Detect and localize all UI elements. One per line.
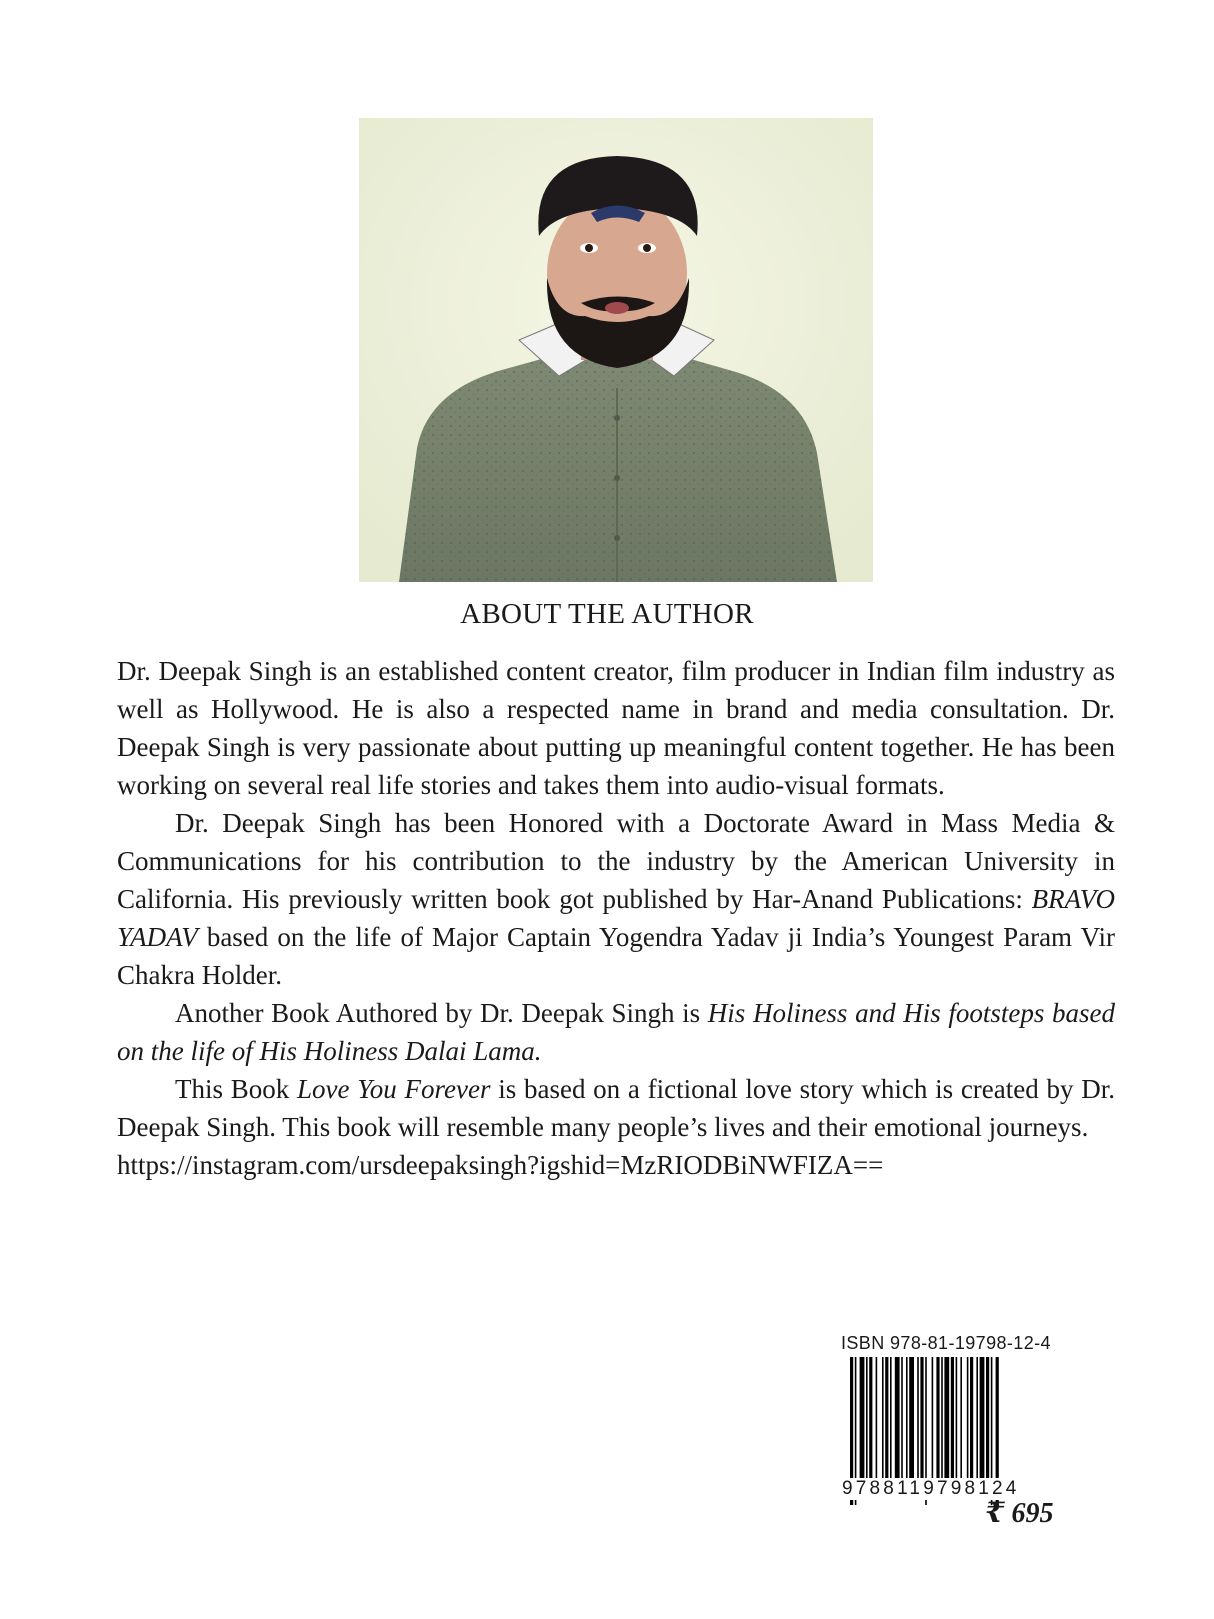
book-title-bravo-yadav: BRAVO YADAV: [117, 884, 1115, 952]
barcode-bar: [980, 1357, 985, 1481]
barcode-digits: 9788119798124: [840, 1478, 1056, 1500]
author-photo: [359, 118, 873, 582]
barcode-bar: [860, 1357, 865, 1481]
bio-p4-text-b: is based on a fictional love story which is created by Dr. Deepak Singh. This book will resemble many people’s lives and their emotional journeys.: [117, 1074, 1115, 1142]
barcode-bar: [901, 1357, 903, 1481]
barcode-bar: [976, 1357, 978, 1481]
bio-paragraph-2: [117, 804, 1115, 994]
barcode-bar: [944, 1357, 949, 1481]
bio-p2-text-b: based on the life of Major Captain Yogendra Yadav ji India’s Youngest Param Vir Chakra Holder.: [117, 922, 1115, 990]
barcode-bar: [941, 1357, 943, 1481]
barcode-bar: [920, 1357, 923, 1481]
isbn-label: ISBN 978-81-19798-12-4: [841, 1333, 1051, 1353]
barcode-bar: [885, 1357, 888, 1481]
bio-paragraph-1: Dr. Deepak Singh is an established content creator, film producer in Indian film industry as well as Hollywood. He is also a respected name in brand and media consultation. Dr. Deepak Singh is very passionate about putting up meaningful content together. He has been working on several real life stories and takes them into audio-visual formats.: [117, 656, 1115, 800]
barcode-bar: [956, 1357, 958, 1481]
barcode-bar: [882, 1357, 884, 1481]
about-the-author-heading: ABOUT THE AUTHOR: [460, 598, 754, 630]
instagram-link[interactable]: https://instagram.com/ursdeepaksingh?igshid=MzRIODBiNWFIZA==: [117, 1150, 884, 1180]
barcode-bar: [866, 1357, 868, 1481]
barcode-bar: [917, 1357, 919, 1481]
bio-p2-text-a: Dr. Deepak Singh has been Honored with a Doctorate Award in Mass Media & Communications for his contribution to the industry by the American University in California. His previously written book got published by Har-Anand Publications:: [117, 808, 1115, 914]
barcode-bar: [951, 1357, 954, 1481]
barcode-bar: [936, 1357, 939, 1481]
book-title-his-holiness: His Holiness and His footsteps based on the life of His Holiness Dalai Lama.: [117, 998, 1115, 1066]
barcode-bar: [876, 1357, 878, 1481]
bio-p3-text-a: Another Book Authored by Dr. Deepak Singh is: [175, 998, 708, 1028]
barcode-bar: [895, 1357, 900, 1481]
barcode-bar: [967, 1357, 969, 1481]
price-label: ₹ 695: [985, 1498, 1054, 1529]
barcode-bar: [986, 1357, 989, 1481]
bio-p4-text-a: This Book: [175, 1074, 297, 1104]
book-title-love-you-forever: Love You Forever: [297, 1074, 491, 1104]
barcode-bar: [909, 1357, 914, 1481]
bio-paragraph-4: [117, 1070, 1115, 1146]
author-bio: [117, 652, 1115, 1184]
barcode-bar: [869, 1357, 872, 1481]
barcode-bar: [890, 1357, 892, 1481]
barcode-bar: [960, 1357, 962, 1481]
barcode-bar: [932, 1357, 934, 1481]
barcode-bar: [970, 1357, 973, 1481]
bio-paragraph-3: [117, 994, 1115, 1070]
barcode-bar: [906, 1357, 908, 1481]
